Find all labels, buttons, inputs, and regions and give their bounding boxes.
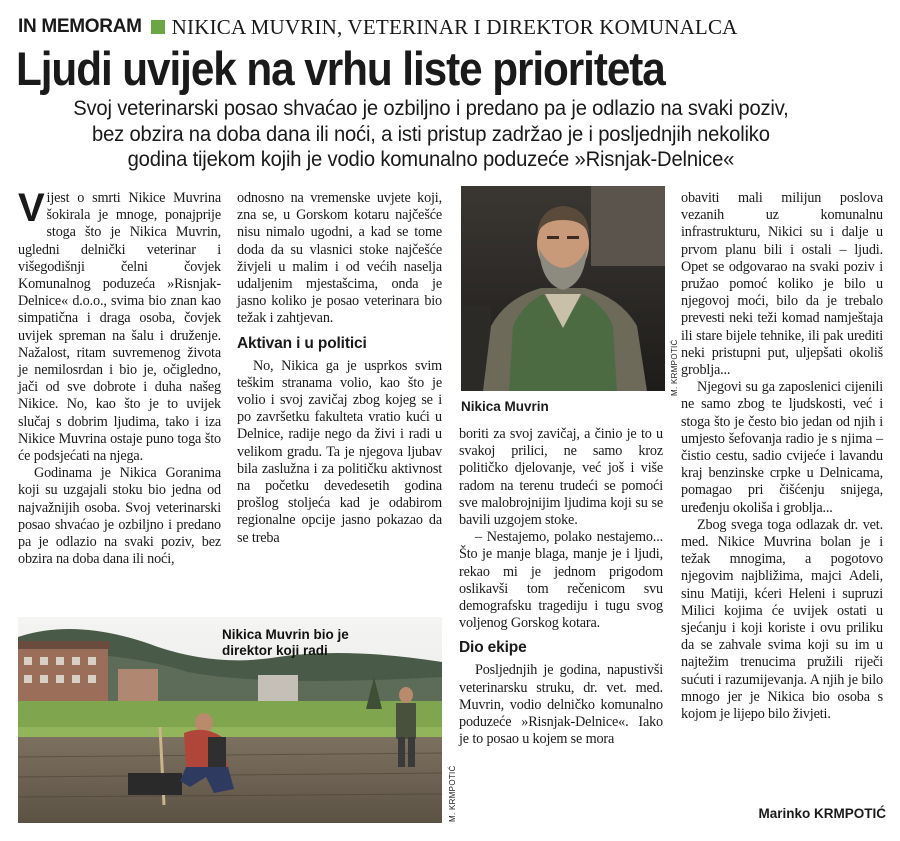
author-byline: Marinko KRMPOTIĆ <box>758 806 886 821</box>
photo-caption: Nikica Muvrin <box>461 399 549 414</box>
paragraph: boriti za svoj zavičaj, a činio je to u svakoj prilici, ne samo kroz političko djelovanje, već još i više radom na terenu trudeći se pomoći sve malobrojnijim ljudima koji su se bavili uzgojem stoke. <box>459 426 663 529</box>
field-photo <box>18 617 442 823</box>
column-4 <box>681 190 883 723</box>
deck-line: Svoj veterinarski posao shvaćao je ozbiljno i predano pa je odlazio na svaki poziv, <box>73 96 789 120</box>
deck-line: bez obzira na doba dana ili noći, a isti pristup zadržao je i posljednjih nekoliko <box>92 121 770 146</box>
paragraph: – Nestajemo, polako nestajemo... Što je manje blaga, manje je i ljudi, rekao mi je jednom prigodom oslikavši tom rečenicom svu demografsku tragediju i tugu svog voljenog Gorskog kotara. <box>459 529 663 632</box>
photo-credit: M. KRMPOTIĆ <box>670 339 679 396</box>
headline: Ljudi uvijek na vrhu liste prioriteta <box>16 42 665 95</box>
paragraph: odnosno na vremenske uvjete koji, zna se, u Gorskom kotaru najčešće nisu nimalo ugodni, a kad se tome doda da su vlasnici stoke najčešće živjeli u malim i od većih naselja udaljenim mjestašcima, onda je jasno koliko je posao veterinara bio težak i zahtjevan. <box>237 190 442 327</box>
photo-credit: M. KRMPOTIĆ <box>448 765 457 822</box>
green-square-icon <box>151 20 165 34</box>
paragraph: No, Nikica ga je usprkos svim teškim stranama volio, kao što je volio i svoj zavičaj zbog kojeg se i po završetku fakulteta vratio kući u Delnice, radije nego da živi i radi u velikom gradu. Ta je njegova ljubav bila zaslužna i za političku aktivnost na početku devedesetih godina prošlog stoljeća kad je odabirom regionalne opcije jasno pokazao da se treba <box>237 357 442 546</box>
drop-cap: V <box>18 186 45 230</box>
kicker-text: NIKICA MUVRIN, VETERINAR I DIREKTOR KOMUNALCA <box>171 14 738 39</box>
subhead: Dio ekipe <box>459 639 527 657</box>
paragraph: obaviti mali milijun poslova vezanih uz komunalnu infrastrukturu, Nikici su i dalje u prvom planu bili i ostali – ljudi. Opet se odgovarao na svaki poziv i pružao pomoć koliko je bilo u njegovoj moći, bilo da je trebalo prevesti neki teži komad namještaja ili stare bijele tehnike, ili pak urediti neki pristupni put, uljepšati okoliš groblja... <box>681 190 883 379</box>
column-3 <box>459 426 663 748</box>
paragraph: Posljednjih je godina, napustivši veterinarsku struku, dr. vet. med. Muvrin, vodio delničko komunalno poduzeće »Risnjak-Delnice«. Iako je to posao u kojem se mora <box>459 662 663 748</box>
column-1 <box>18 186 221 568</box>
column-2 <box>237 190 442 547</box>
portrait-photo <box>461 186 665 391</box>
deck-line: godina tijekom kojih je vodio komunalno poduzeće »Risnjak-Delnice« <box>127 147 735 171</box>
paragraph: Godinama je Nikica Goranima koji su uzgajali stoku bio jedna od najvažnijih osoba. Svoj veterinarski posao shvaćao je ozbiljno i predano pa je odlazio na svaki poziv, bez obzira na doba dana ili noći, <box>18 465 221 568</box>
portrait-image <box>461 186 665 391</box>
photo-caption: Nikica Muvrin bio je direktor koji radi <box>222 627 349 658</box>
deck <box>22 96 840 173</box>
subhead: Aktivan i u politici <box>237 334 367 352</box>
paragraph: Njegovi su ga zaposlenici cijenili ne samo zbog te ljudskosti, već i stoga što je često bio jedan od njih i umjesto šefovanja radio je s njima – čistio cestu, sadio cvijeće i lavandu kraj benzinske crpke u Delnicama, pomagao pri čišćenju snijega, uređenju okoliša i groblja... <box>681 379 883 516</box>
paragraph: Zbog svega toga odlazak dr. vet. med. Nikice Muvrina bolan je i težak mnogima, a pogotovo njegovim najbližima, majci Adeli, sinu Matiji, kćeri Heleni i supruzi Milici kojima će uvijek ostati u sjećanju i koji koriste i ovu priliku da se zahvale svima koji su im u najtežim trenucima pružili riječi sućuti i razumijevanja. A njih je bilo mnogo jer je Nikica bio osoba s kojom je lijepo bilo živjeti. <box>681 516 883 723</box>
kicker <box>18 14 738 40</box>
section-label: IN MEMORAM <box>18 16 142 37</box>
paragraph: Vijest o smrti Nikice Muvrina šokirala je mnoge, ponajprije stoga što je Nikica Muvrin, ugledni delnički veterinar i višegodišnji čelni čovjek Komunalnog poduzeća »Risnjak-Delnice« d.o.o., svima bio znan kao simpatična i draga osoba, čovjek uvijek spreman na šalu i druženje. Nažalost, ritam suvremenog života je nemilosrdan i bio je, očigledno, jači od sve dobrote i duha našeg Nikice. No, kao što je to uvijek slučaj s dobrim ljudima, tako i iza Nikice Muvrina ostaje puno toga što će podsjećati na njega. <box>18 186 221 465</box>
